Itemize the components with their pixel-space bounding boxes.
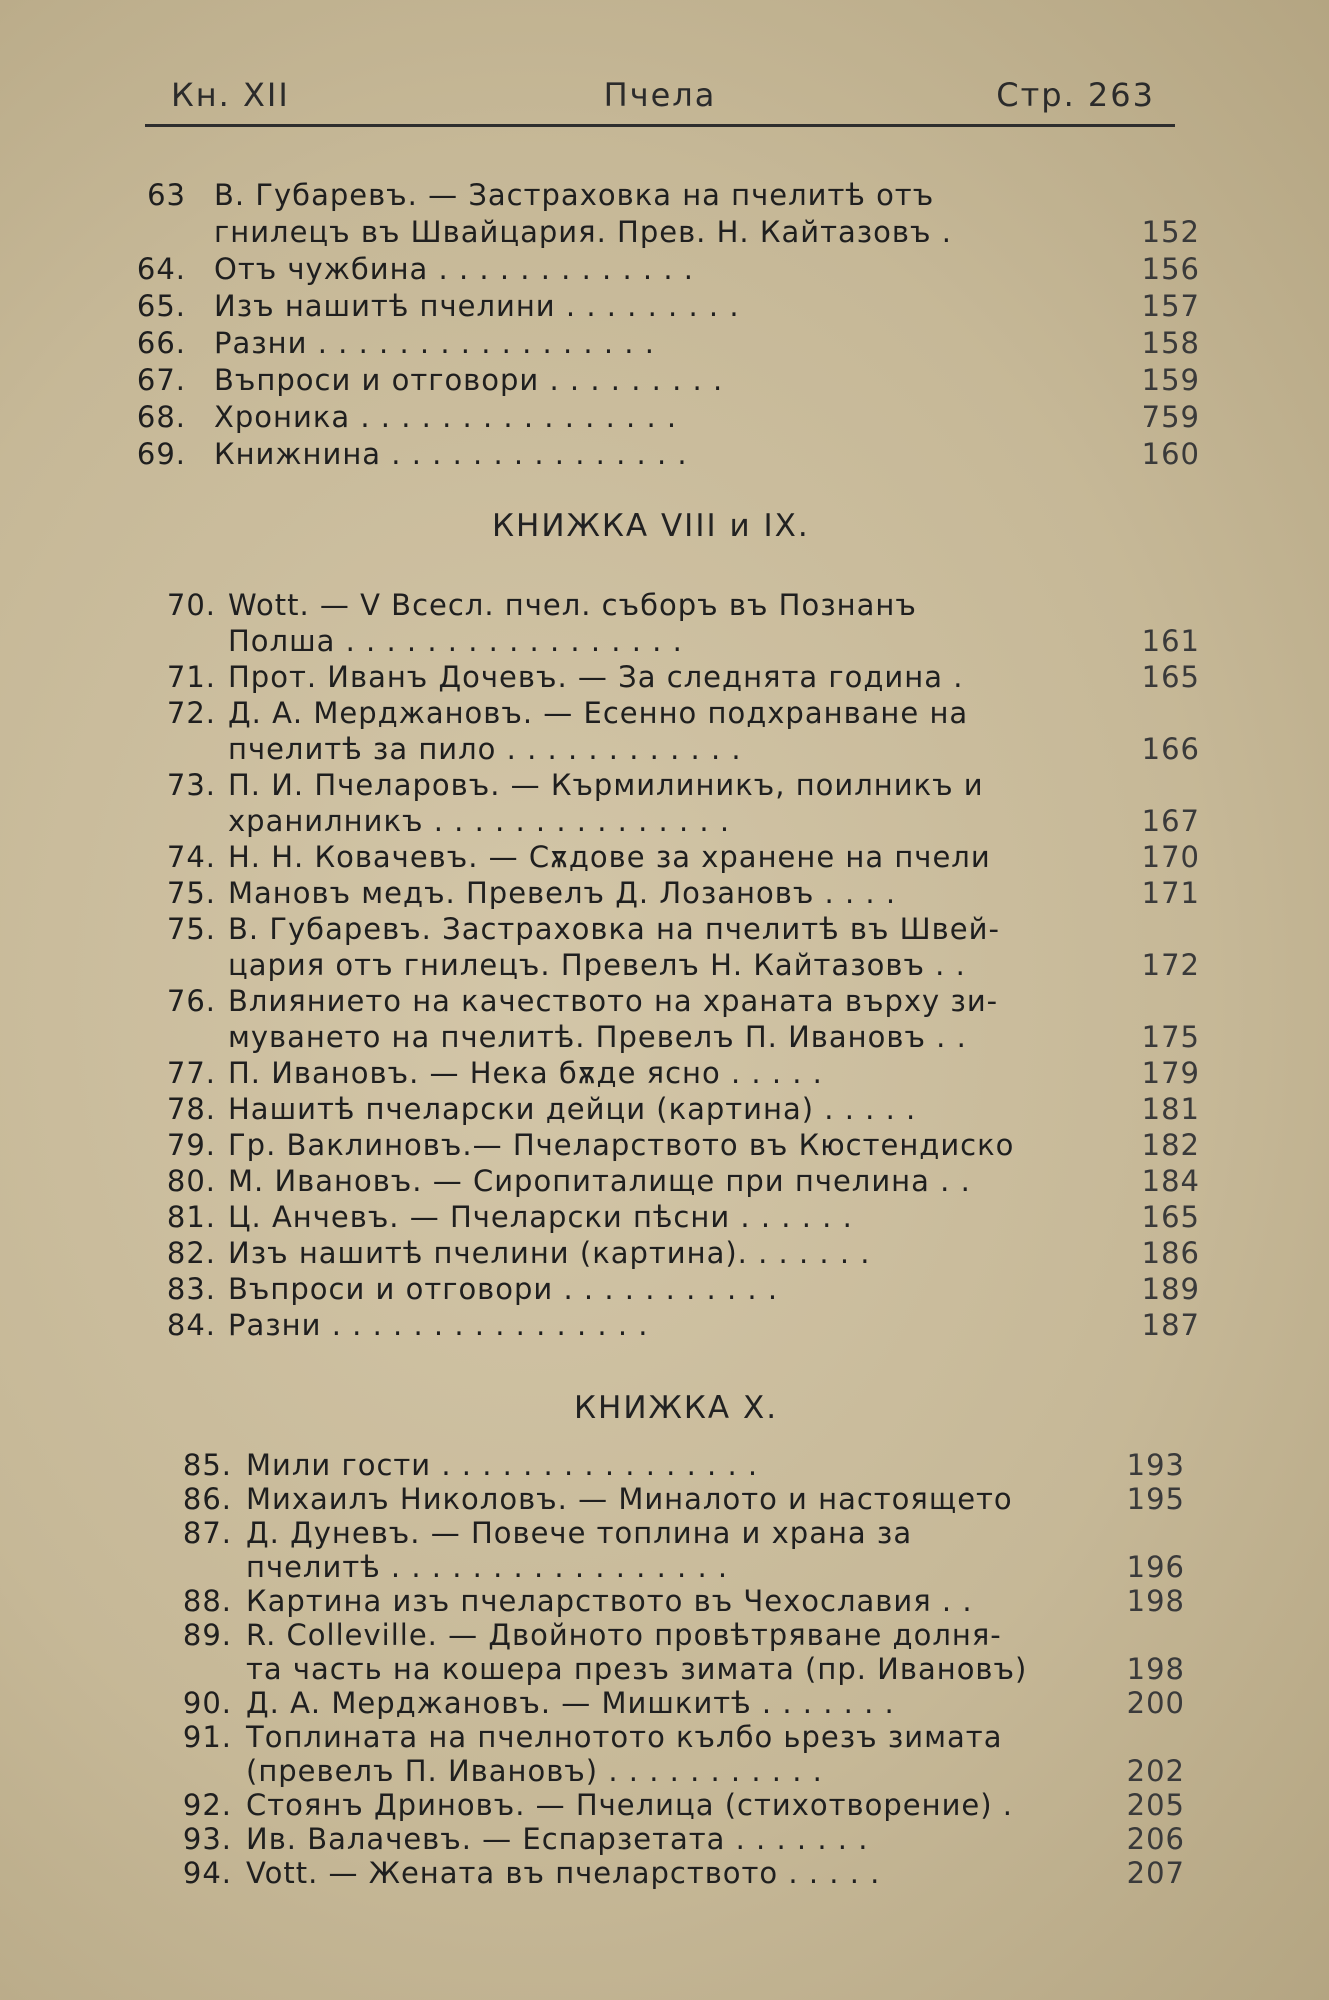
entry-page-number: 184 [1141,1164,1200,1198]
entry-number: 72. [166,696,216,730]
entry-number: 88. [182,1584,232,1618]
entry-number: 81. [166,1200,216,1234]
toc-entry [0,1686,1329,1720]
entry-number: 66. [136,326,186,360]
toc-entry [0,1164,1329,1200]
toc-entry [0,1822,1329,1856]
entry-title-line: Д. А. Мерджановъ. — Есенно подхранване на [228,696,969,730]
entry-title-line: Разни . . . . . . . . . . . . . . . . . [214,326,655,360]
entry-title-line: Ц. Анчевъ. — Пчеларски пѣсни . . . . . . [228,1200,853,1234]
toc-entry [0,1516,1329,1584]
entry-number: 78. [166,1092,216,1126]
entry-number: 85. [182,1448,232,1482]
section-heading-text: КНИЖКА VIII и IX. [492,508,810,544]
section-heading-text: КНИЖКА X. [574,1390,779,1426]
entry-page-number: 170 [1141,840,1200,874]
entry-page-number: 158 [1141,326,1200,360]
entry-title-line: Нашитѣ пчеларски дейци (картина) . . . . . [228,1092,917,1126]
toc-entry [0,1856,1329,1890]
issue-label: Кн. XII [171,76,290,114]
entry-title-line: Гр. Ваклиновъ.— Пчеларството въ Кюстендиско [228,1128,1015,1162]
entry-page-number: 157 [1141,289,1200,323]
entry-title-line: пчелитѣ . . . . . . . . . . . . . . . . . [246,1550,729,1584]
entry-title-line: Н. Н. Ковачевъ. — Сѫдове за хранене на пчели [228,840,991,874]
entry-title-line: В. Губаревъ. Застраховка на пчелитѣ въ Швей- [228,912,1000,946]
entry-title-line: (превелъ П. Ивановъ) . . . . . . . . . . . [246,1754,823,1788]
entry-title-line: Изъ нашитѣ пчелини . . . . . . . . . [214,289,740,323]
entry-number: 87. [182,1516,232,1550]
entry-page-number: 166 [1141,732,1200,766]
entry-number: 92. [182,1788,232,1822]
entry-page-number: 159 [1141,363,1200,397]
entry-title-line: Ив. Валачевъ. — Еспарзетата . . . . . . . [246,1822,869,1856]
toc-entry [0,984,1329,1056]
entry-page-number: 165 [1141,1200,1200,1234]
entry-page-number: 200 [1126,1686,1185,1720]
entry-number: 69. [136,437,186,471]
entry-title-line: П. И. Пчеларовъ. — Кърмилиникъ, поилникъ и [228,768,984,802]
toc-entry [0,1092,1329,1128]
toc-entry [0,1584,1329,1618]
toc-entry [0,912,1329,984]
entry-title-line: Wott. — V Всесл. пчел. съборъ въ Познанъ [228,588,917,622]
entry-page-number: 175 [1141,1020,1200,1054]
entry-number: 70. [166,588,216,622]
entry-title-line: хранилникъ . . . . . . . . . . . . . . . [228,804,731,838]
entry-title-line: Разни . . . . . . . . . . . . . . . . [228,1308,649,1342]
entry-page-number: 198 [1126,1652,1185,1686]
entry-page-number: 161 [1141,624,1200,658]
entry-number: 76. [166,984,216,1018]
entry-title-line: муването на пчелитѣ. Превелъ П. Ивановъ . . [228,1020,967,1054]
entry-title-line: та часть на кошера презъ зимата (пр. Ивановъ) [246,1652,1028,1686]
entry-title-line: Д. Дуневъ. — Повече топлина и храна за [246,1516,913,1550]
entry-number: 82. [166,1236,216,1270]
entry-number: 94. [182,1856,232,1890]
entry-page-number: 206 [1126,1822,1185,1856]
entry-page-number: 165 [1141,660,1200,694]
entry-number: 90. [182,1686,232,1720]
entry-number: 64. [136,252,186,286]
entry-page-number: 171 [1141,876,1200,910]
entry-title-line: Мили гости . . . . . . . . . . . . . . . . [246,1448,759,1482]
entry-title-line: Въпроси и отговори . . . . . . . . . [214,363,724,397]
entry-title-line: Хроника . . . . . . . . . . . . . . . . [214,400,678,434]
entry-page-number: 172 [1141,948,1200,982]
entry-title-line: Книжнина . . . . . . . . . . . . . . . [214,437,688,471]
entry-number: 93. [182,1822,232,1856]
toc-entry [0,876,1329,912]
entry-title-line: Прот. Иванъ Дочевъ. — За следнята година . [228,660,964,694]
entry-number: 65. [136,289,186,323]
entry-page-number: 152 [1141,215,1200,249]
toc-entry [0,1720,1329,1788]
toc-entry [0,1128,1329,1164]
entry-title-line: Въпроси и отговори . . . . . . . . . . . [228,1272,779,1306]
toc-entry [0,768,1329,840]
entry-number: 63 [147,178,186,212]
entry-number: 91. [182,1720,232,1754]
toc-entry [0,696,1329,768]
entry-page-number: 167 [1141,804,1200,838]
entry-title-line: Михаилъ Николовъ. — Миналото и настоящето [246,1482,1013,1516]
toc-entry [0,1618,1329,1686]
entry-title-line: Влиянието на качеството на храната върху зи- [228,984,999,1018]
entry-page-number: 205 [1126,1788,1185,1822]
entry-page-number: 186 [1141,1236,1200,1270]
toc-entry [0,400,1329,437]
toc-entry [0,289,1329,326]
entry-title-line: Vott. — Жената въ пчеларството . . . . . [246,1856,881,1890]
entry-title-line: пчелитѣ за пило . . . . . . . . . . . . [228,732,742,766]
entry-page-number: 189 [1141,1272,1200,1306]
toc-entry [0,1272,1329,1308]
entry-title-line: R. Colleville. — Двойното провѣтряване долня- [246,1618,1002,1652]
entry-page-number: 187 [1141,1308,1200,1342]
entry-page-number: 196 [1126,1550,1185,1584]
entry-number: 80. [166,1164,216,1198]
entry-number: 86. [182,1482,232,1516]
toc-entry [0,1200,1329,1236]
toc-entry [0,1482,1329,1516]
entry-number: 73. [166,768,216,802]
toc-entry [0,1236,1329,1272]
toc-entry [0,363,1329,400]
entry-number: 83. [166,1272,216,1306]
entry-number: 74. [166,840,216,874]
entry-page-number: 759 [1141,400,1200,434]
entry-title-line: цария отъ гнилецъ. Превелъ Н. Кайтазовъ . . [228,948,966,982]
toc-entry [0,437,1329,474]
entry-number: 75. [166,912,216,946]
toc-entry [0,1788,1329,1822]
entry-title-line: Д. А. Мерджановъ. — Мишкитѣ . . . . . . . [246,1686,895,1720]
entry-page-number: 179 [1141,1056,1200,1090]
entry-title-line: М. Ивановъ. — Сиропиталище при пчелина . . [228,1164,971,1198]
page-number-label: Стр. 263 [996,76,1155,114]
entry-number: 75. [166,876,216,910]
entry-number: 84. [166,1308,216,1342]
entry-page-number: 202 [1126,1754,1185,1788]
toc-entry [0,1056,1329,1092]
entry-number: 71. [166,660,216,694]
toc-entry [0,1308,1329,1344]
entry-number: 89. [182,1618,232,1652]
toc-entry [0,1448,1329,1482]
toc-entry [0,840,1329,876]
entry-number: 77. [166,1056,216,1090]
entry-title-line: В. Губаревъ. — Застраховка на пчелитѣ отъ [214,178,935,212]
header-rule [145,124,1175,127]
entry-title-line: П. Ивановъ. — Нека бѫде ясно . . . . . [228,1056,823,1090]
journal-title: Пчела [603,76,717,114]
entry-page-number: 160 [1141,437,1200,471]
entry-title-line: Картина изъ пчеларството въ Чехославия . . [246,1584,973,1618]
toc-entry [0,326,1329,363]
entry-title-line: Отъ чужбина . . . . . . . . . . . . . [214,252,694,286]
entry-title-line: Мановъ медъ. Превелъ Д. Лозановъ . . . . [228,876,897,910]
entry-title-line: Полша . . . . . . . . . . . . . . . . . [228,624,683,658]
toc-entry [0,178,1329,252]
entry-page-number: 207 [1126,1856,1185,1890]
entry-number: 79. [166,1128,216,1162]
entry-number: 68. [136,400,186,434]
entry-title-line: Изъ нашитѣ пчелини (картина). . . . . . . [228,1236,871,1270]
entry-page-number: 193 [1126,1448,1185,1482]
entry-title-line: Топлината на пчелнотото кълбо ьрезъ зимата [246,1720,1003,1754]
entry-page-number: 182 [1141,1128,1200,1162]
entry-page-number: 198 [1126,1584,1185,1618]
toc-entry [0,660,1329,696]
entry-page-number: 195 [1126,1482,1185,1516]
entry-page-number: 181 [1141,1092,1200,1126]
entry-title-line: Стоянъ Дриновъ. — Пчелица (стихотворение) . [246,1788,1014,1822]
toc-entry [0,252,1329,289]
entry-page-number: 156 [1141,252,1200,286]
entry-number: 67. [136,363,186,397]
page-header [145,62,1175,122]
toc-entry [0,588,1329,660]
entry-title-line: гнилецъ въ Швайцария. Прев. Н. Кайтазовъ . [214,215,952,249]
